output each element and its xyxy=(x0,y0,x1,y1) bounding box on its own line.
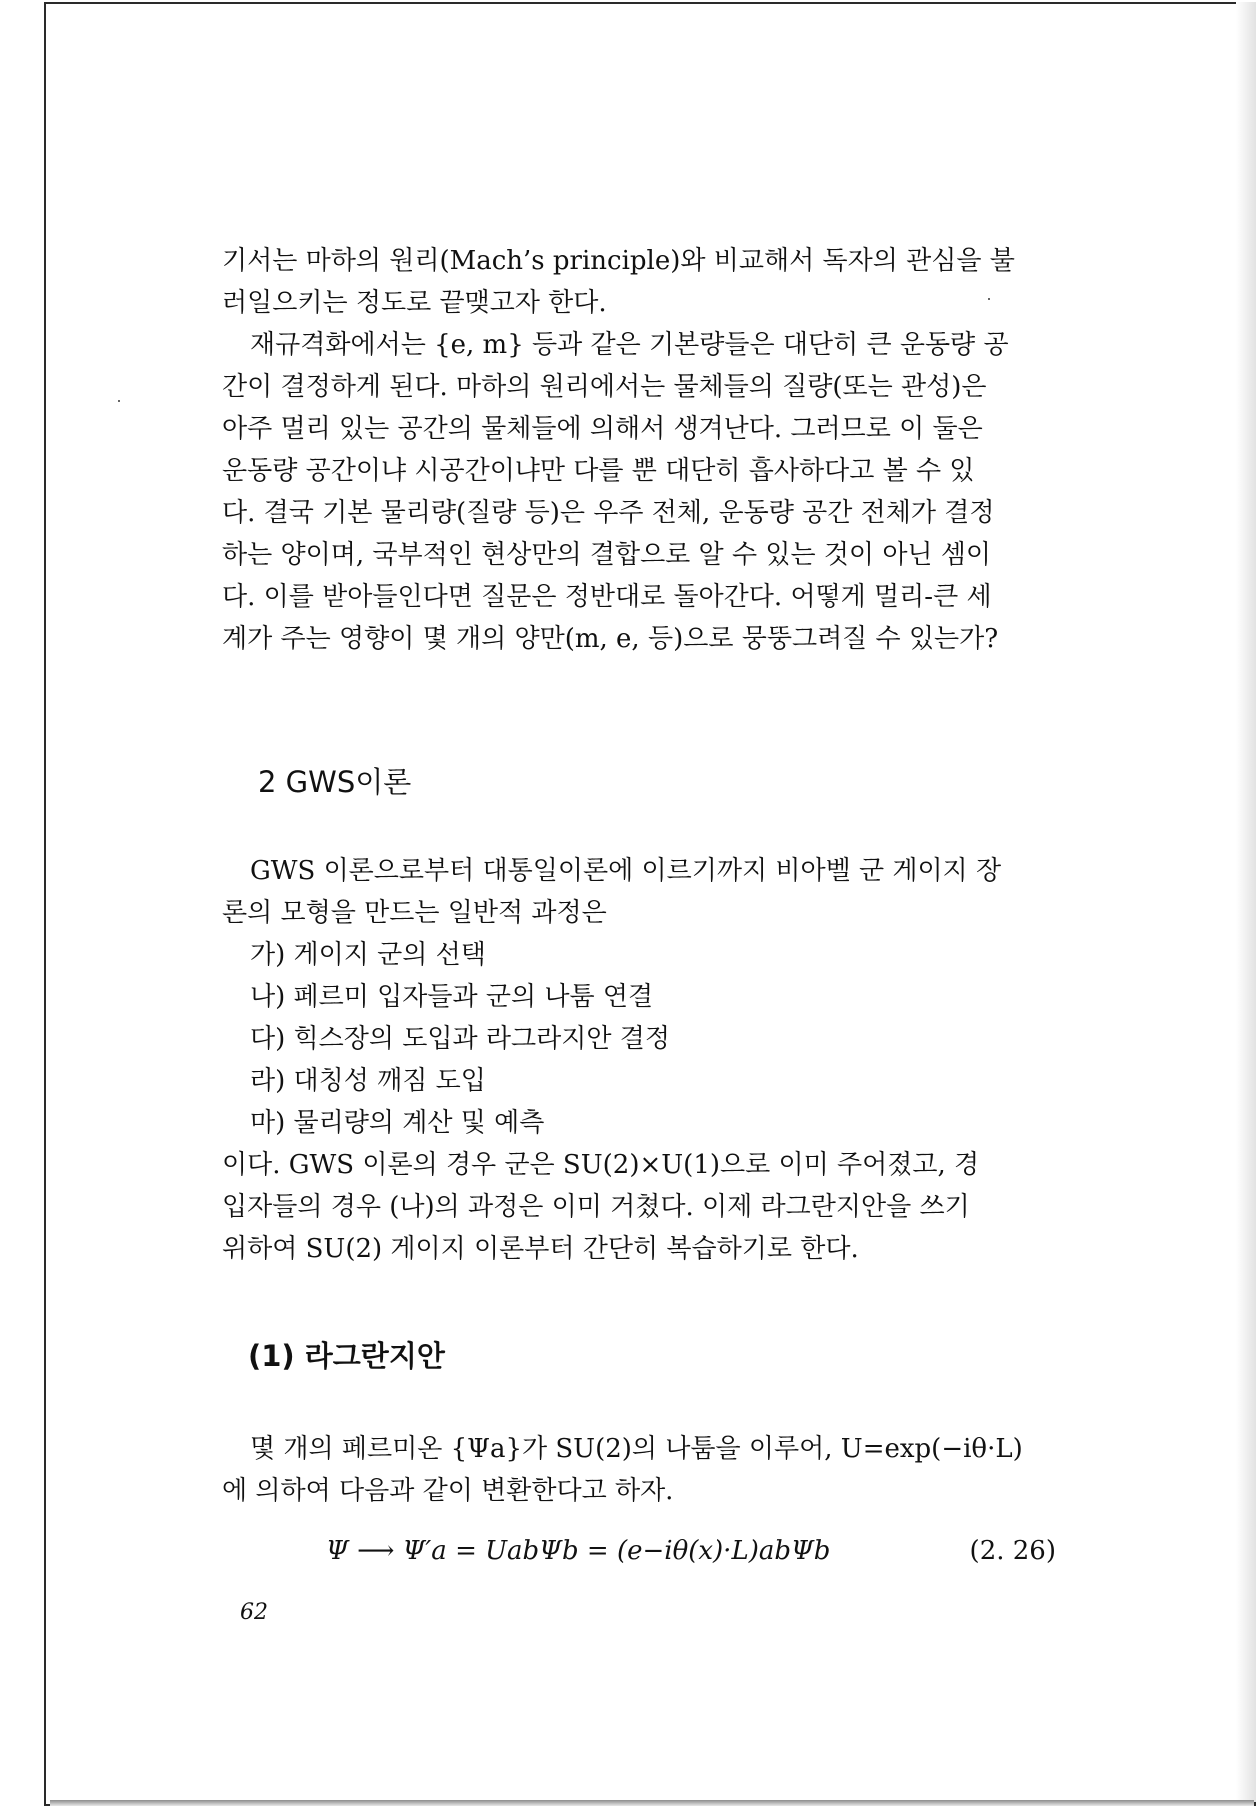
text-line: GWS 이론으로부터 대통일이론에 이르기까지 비아벨 군 게이지 장 xyxy=(250,856,1002,886)
paragraph-2 xyxy=(222,324,1086,660)
equation-number: (2. 26) xyxy=(969,1536,1056,1566)
text-line: 재규격화에서는 {e, m} 등과 같은 기본량들은 대단히 큰 운동량 공 xyxy=(250,330,1009,360)
section-2-body xyxy=(222,850,1086,1270)
section-heading: 2 GWS이론 xyxy=(258,765,412,799)
page-bottom-shadow xyxy=(50,1800,1254,1806)
equation-formula: Ψ ⟶ Ψ′a = UabΨb = (e−iθ(x)·L)abΨb xyxy=(326,1536,831,1566)
text-line: 간이 결정하게 된다. 마하의 원리에서는 물체들의 질량(또는 관성)은 xyxy=(222,372,987,402)
text-line: 아주 멀리 있는 공간의 물체들에 의해서 생겨난다. 그러므로 이 둘은 xyxy=(222,414,983,444)
text-line: 입자들의 경우 (나)의 과정은 이미 거쳤다. 이제 라그란지안을 쓰기 xyxy=(222,1192,970,1222)
paragraph-1 xyxy=(222,240,1086,324)
text-line: 에 의하여 다음과 같이 변환한다고 하자. xyxy=(222,1476,674,1506)
scan-speck xyxy=(118,400,120,402)
page-number: 62 xyxy=(240,1600,268,1625)
text-line: 다. 이를 받아들인다면 질문은 정반대로 돌아간다. 어떻게 멀리-큰 세 xyxy=(222,582,992,612)
subsection-heading: (1) 라그란지안 xyxy=(248,1339,445,1373)
text-line: 위하여 SU(2) 게이지 이론부터 간단히 복습하기로 한다. xyxy=(222,1234,859,1264)
section-3-body xyxy=(222,1428,1086,1512)
equation-2-26 xyxy=(326,1536,1056,1566)
step-item: 라) 대칭성 깨짐 도입 xyxy=(250,1066,486,1096)
text-line: 몇 개의 페르미온 {Ψa}가 SU(2)의 나툼을 이루어, U=exp(−iθ·L) xyxy=(250,1434,1023,1464)
text-line: 다. 결국 기본 물리량(질량 등)은 우주 전체, 운동량 공간 전체가 결정 xyxy=(222,498,995,528)
text-line: 러일으키는 정도로 끝맺고자 한다. xyxy=(222,288,607,318)
step-item: 다) 힉스장의 도입과 라그라지안 결정 xyxy=(250,1024,670,1054)
text-line: 이다. GWS 이론의 경우 군은 SU(2)×U(1)으로 이미 주어졌고, 경 xyxy=(222,1150,980,1180)
text-line: 기서는 마하의 원리(Mach’s principle)와 비교해서 독자의 관심을 불 xyxy=(222,246,1015,276)
step-item: 마) 물리량의 계산 및 예측 xyxy=(250,1108,545,1138)
text-line: 운동량 공간이냐 시공간이냐만 다를 뿐 대단히 흡사하다고 볼 수 있 xyxy=(222,456,975,486)
step-item: 가) 게이지 군의 선택 xyxy=(250,940,486,970)
text-line: 론의 모형을 만드는 일반적 과정은 xyxy=(222,898,607,928)
text-line: 계가 주는 영향이 몇 개의 양만(m, e, 등)으로 뭉뚱그려질 수 있는가? xyxy=(222,624,999,654)
text-line: 하는 양이며, 국부적인 현상만의 결합으로 알 수 있는 것이 아닌 셈이 xyxy=(222,540,992,570)
step-item: 나) 페르미 입자들과 군의 나툼 연결 xyxy=(250,982,654,1012)
page-edge-shadow xyxy=(1236,2,1256,1802)
body-text xyxy=(222,240,1086,660)
